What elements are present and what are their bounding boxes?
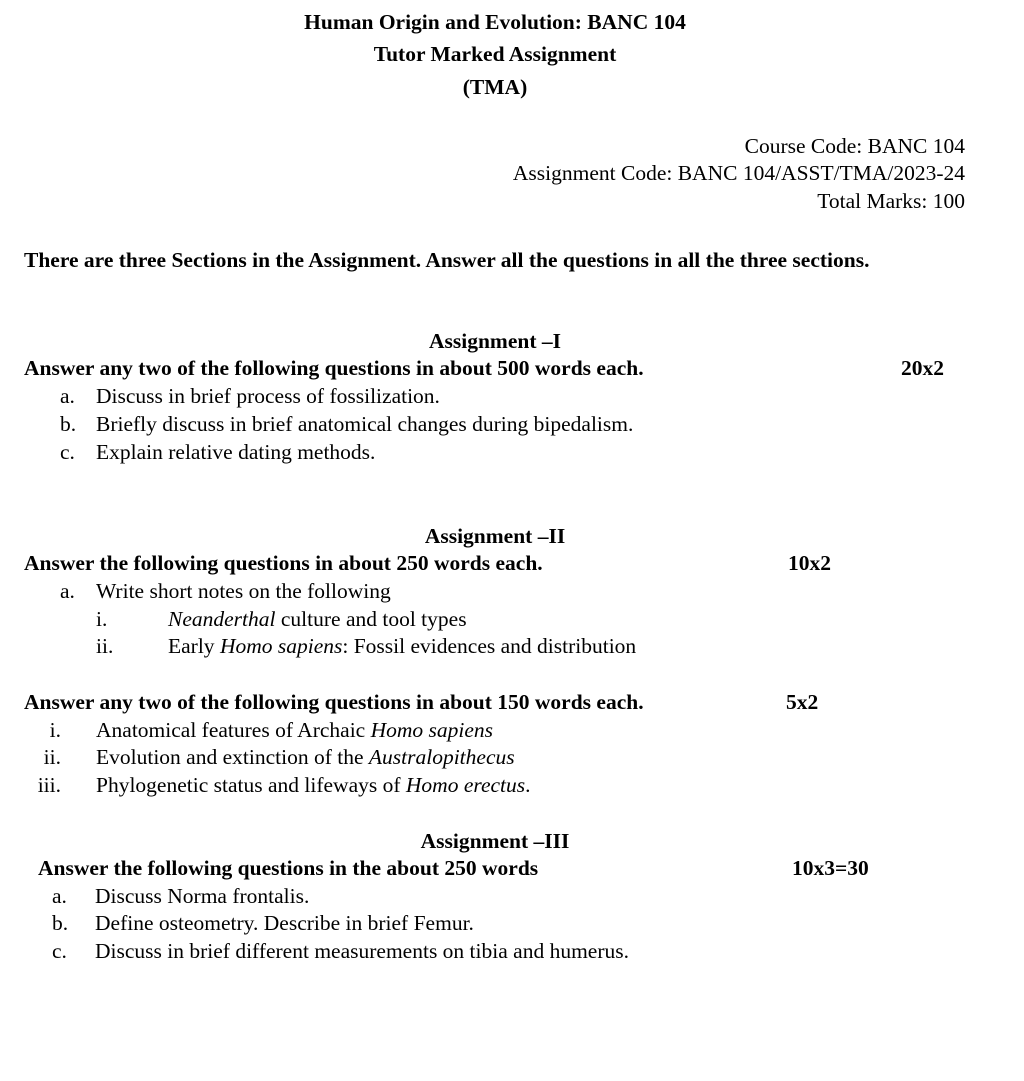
assignment-1-heading: Assignment –I xyxy=(428,329,561,353)
list-marker: a. xyxy=(60,384,75,408)
assignment-1-marks: 20x2 xyxy=(901,356,944,380)
list-marker: iii. xyxy=(37,773,61,797)
assignment-3-marks: 10x3=30 xyxy=(792,856,869,880)
list-item: Define osteometry. Describe in brief Femur. xyxy=(95,911,474,935)
list-marker: ii. xyxy=(43,745,61,769)
list-item: Briefly discuss in brief anatomical changes during bipedalism. xyxy=(96,412,634,436)
list-item: Anatomical features of Archaic Homo sapiens xyxy=(96,718,494,742)
list-marker: a. xyxy=(60,579,75,603)
document-title: Human Origin and Evolution: BANC 104 xyxy=(304,10,686,34)
total-marks: Total Marks: 100 xyxy=(817,189,965,213)
list-marker: c. xyxy=(52,939,67,963)
assignment-2-marks: 10x2 xyxy=(788,551,831,575)
sub-list-item: Neanderthal culture and tool types xyxy=(168,607,467,631)
list-marker: i. xyxy=(49,718,61,742)
list-item: Phylogenetic status and lifeways of Homo erectus. xyxy=(96,773,531,797)
assignment-3-instruction: Answer the following questions in the about 250 words xyxy=(38,856,539,880)
document-subtitle: Tutor Marked Assignment xyxy=(373,42,617,66)
list-item: Discuss in brief process of fossilization. xyxy=(96,384,440,408)
sub-list-marker: ii. xyxy=(96,634,114,658)
assignment-3-heading: Assignment –III xyxy=(420,829,570,853)
sub-list-marker: i. xyxy=(96,607,108,631)
list-item: Discuss in brief different measurements on tibia and humerus. xyxy=(95,939,629,963)
list-item: Evolution and extinction of the Australopithecus xyxy=(96,745,515,769)
assignment-2-heading: Assignment –II xyxy=(424,524,566,548)
list-item: Explain relative dating methods. xyxy=(96,440,376,464)
list-marker: b. xyxy=(60,412,77,436)
assignment-2-instruction-2: Answer any two of the following questions in about 150 words each. xyxy=(24,690,644,714)
intro-instructions: There are three Sections in the Assignment. Answer all the questions in all the three sections. xyxy=(24,248,870,272)
document-abbr: (TMA) xyxy=(462,75,528,99)
list-item: Write short notes on the following xyxy=(96,579,391,603)
assignment-1-instruction: Answer any two of the following questions in about 500 words each. xyxy=(24,356,644,380)
list-item: Discuss Norma frontalis. xyxy=(95,884,310,908)
list-marker: c. xyxy=(60,440,75,464)
course-code: Course Code: BANC 104 xyxy=(744,134,965,158)
list-marker: b. xyxy=(52,911,69,935)
assignment-code: Assignment Code: BANC 104/ASST/TMA/2023-24 xyxy=(512,161,965,185)
sub-list-item: Early Homo sapiens: Fossil evidences and distribution xyxy=(168,634,637,658)
list-marker: a. xyxy=(52,884,67,908)
assignment-2-instruction: Answer the following questions in about 250 words each. xyxy=(24,551,543,575)
assignment-2-marks-2: 5x2 xyxy=(786,690,819,714)
